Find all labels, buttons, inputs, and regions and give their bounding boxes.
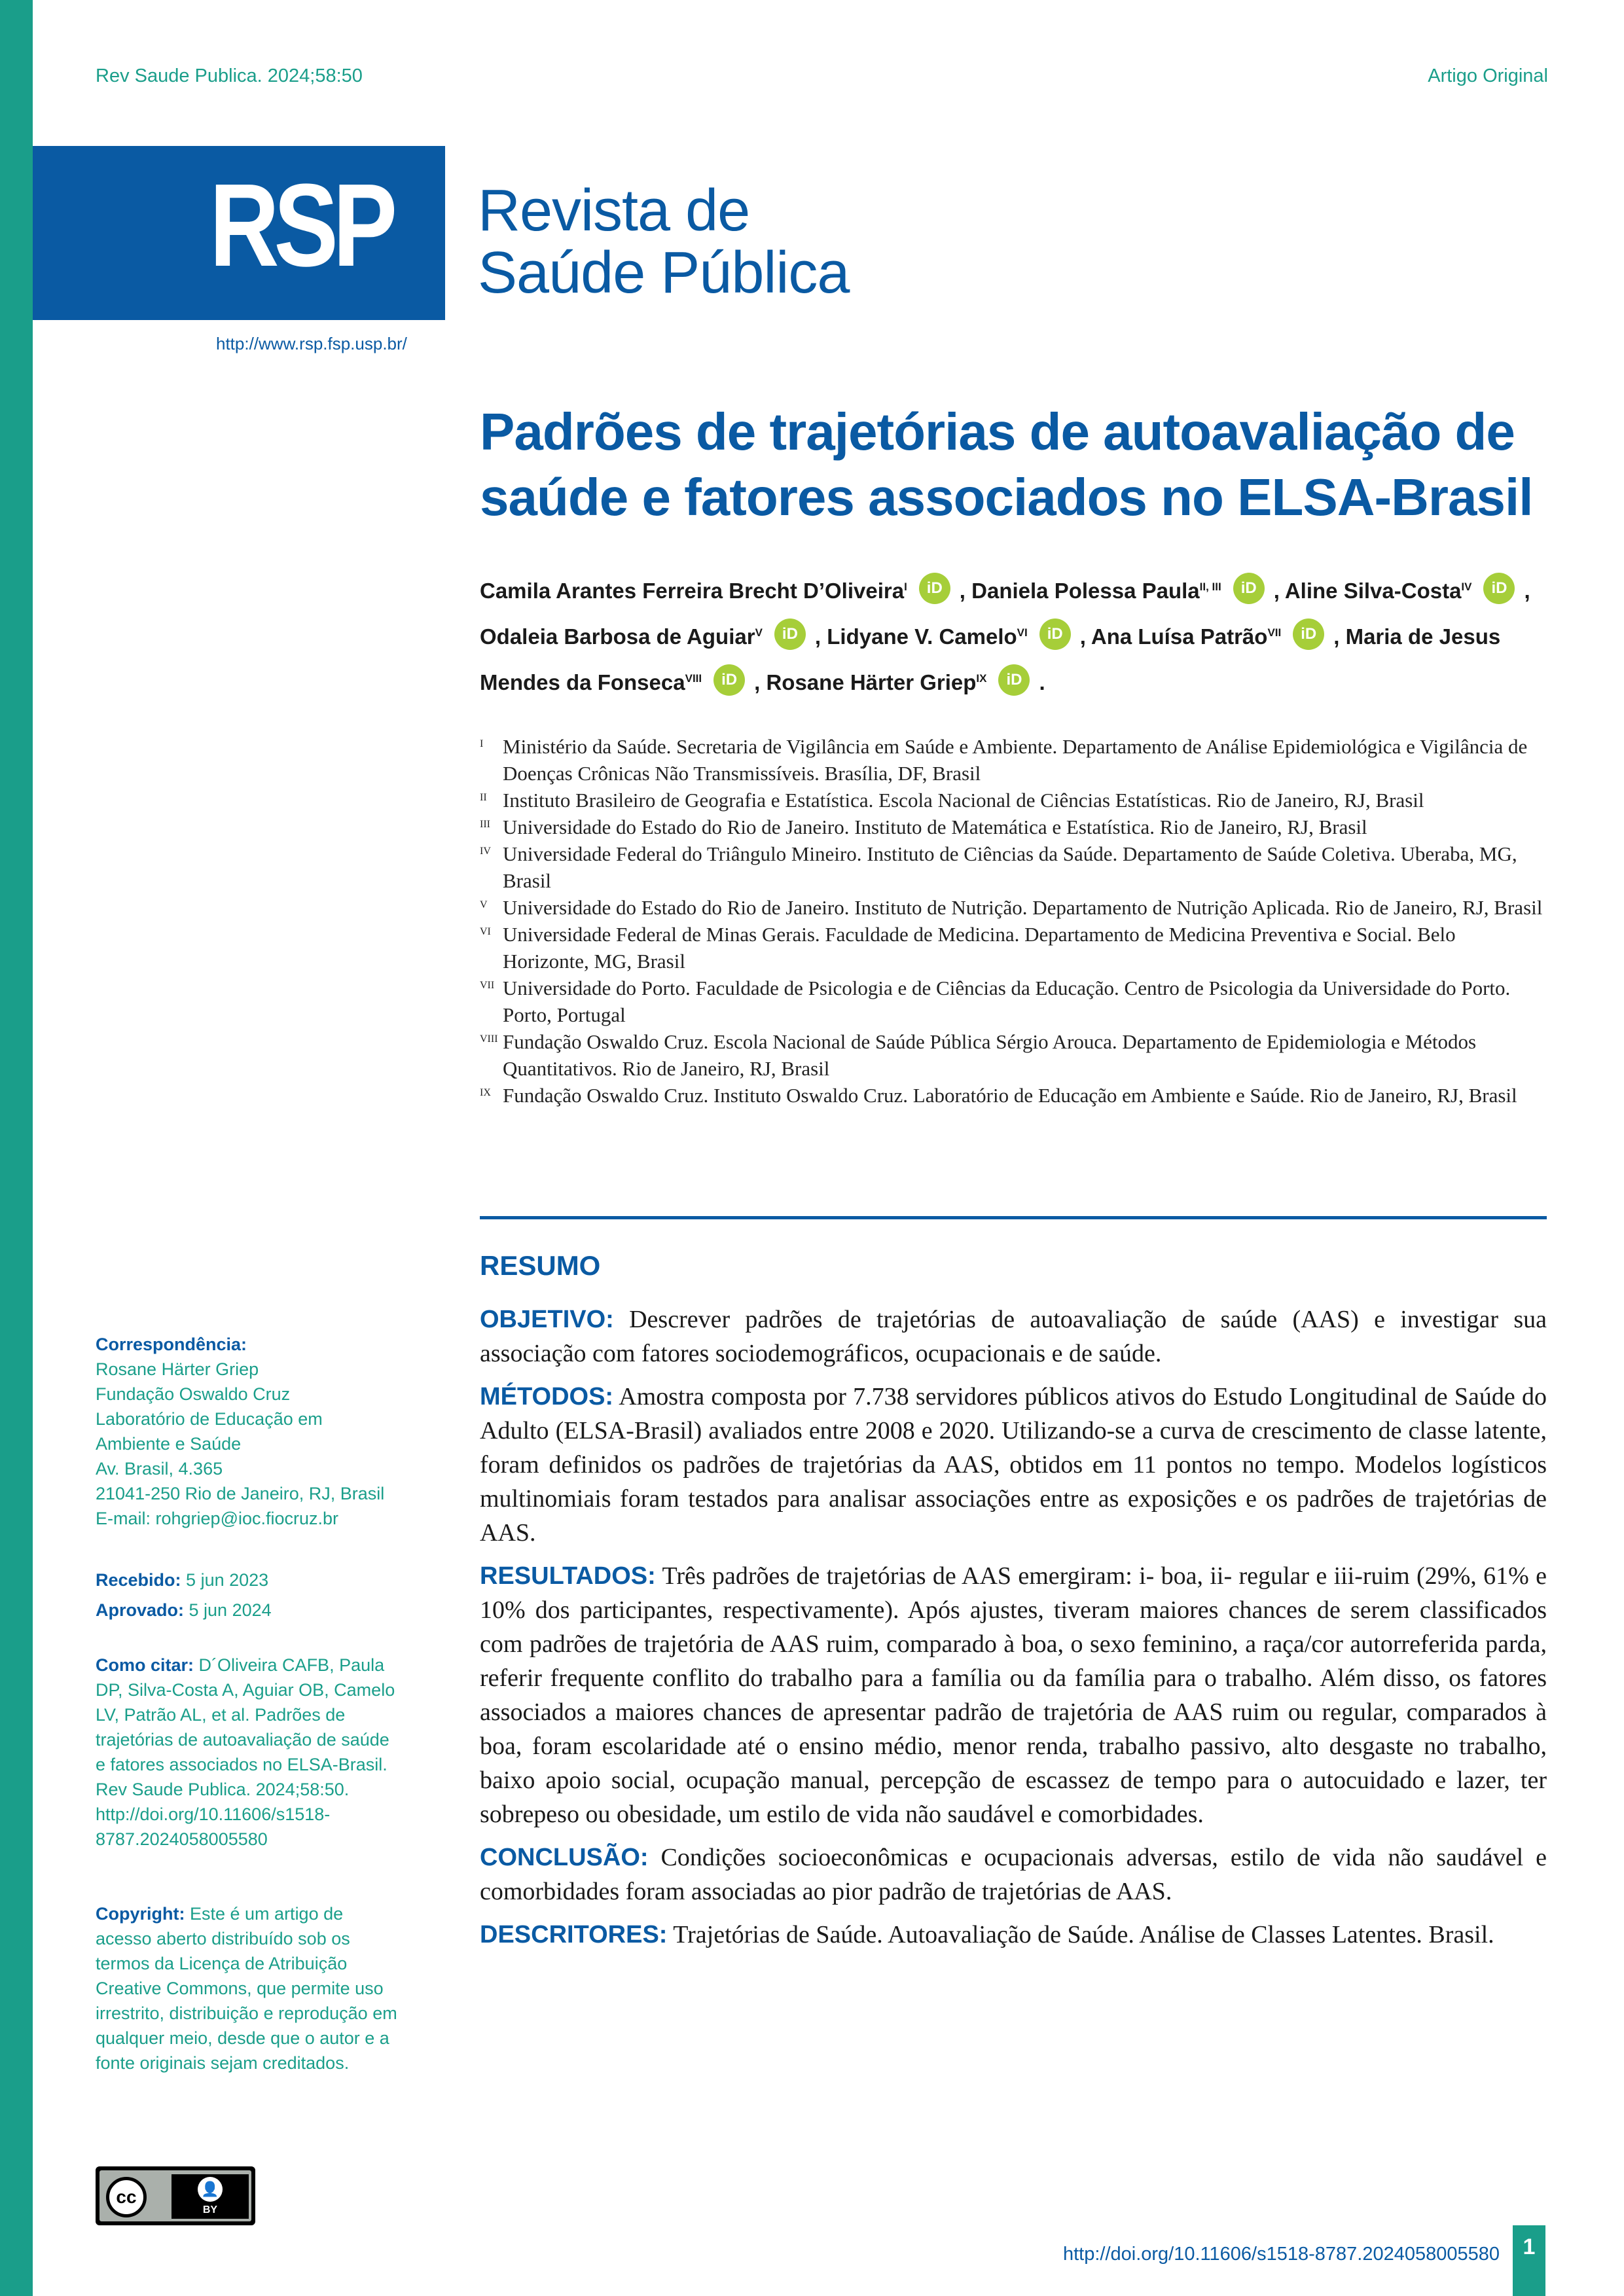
orcid-icon[interactable]: iD [1039, 619, 1071, 650]
journal-name-line2: Saúde Pública [478, 240, 850, 306]
orcid-icon[interactable]: iD [1293, 619, 1324, 650]
author-name: Aline Silva-Costa [1284, 579, 1462, 603]
journal-logo-abbr: RSP [209, 160, 392, 291]
affiliation-item: I Ministério da Saúde. Secretaria de Vigilância em Saúde e Ambiente. Departamento de Análise Epidemiológica e Vigilância de Doenças Crônicas Não Transmissíveis. Brasília, DF, Brasil [480, 735, 1528, 785]
article-type: Artigo Original [1428, 65, 1548, 86]
page-number-box [1513, 2225, 1545, 2296]
abstract-section-methods: MÉTODOS: Amostra composta por 7.738 servidores públicos ativos do Estudo Longitudinal de Saúde do Adulto (ELSA-Brasil) avaliados entre 2008 e 2020. Utilizando-se a curva de crescimento de classe latente, foram definidos os padrões de trajetórias da AAS, obtidos em 11 pontos no tempo. Modelos logísticos multinomiais foram testados para analisar associações entre as exposições e os padrões de trajetórias de AAS. [480, 1383, 1547, 1547]
correspondence-email[interactable]: E-mail: rohgriep@ioc.fiocruz.br [96, 1509, 339, 1528]
dates-block: Recebido: 5 jun 2023 Aprovado: 5 jun 2024 [96, 1570, 272, 1620]
attribution-person-icon: 👤 [198, 2177, 223, 2202]
author-affil-ref: IV [1461, 581, 1472, 593]
citation-text: D´Oliveira CAFB, Paula DP, Silva-Costa A, Aguiar OB, Camelo LV, Patrão AL, et al. Padrões de trajetórias de autoavaliação de saúde e fatores associados no ELSA-Brasil. Rev Saude Publica. 2024;58:50. http://doi.org/10.11606/s1518-8787.2024058005580 [96, 1655, 395, 1849]
orcid-icon[interactable]: iD [713, 664, 745, 696]
affiliation-item: V Universidade do Estado do Rio de Janeiro. Instituto de Nutrição. Departamento de Nutrição Aplicada. Rio de Janeiro, RJ, Brasil [480, 896, 1543, 919]
author-name: Lidyane V. Camelo [827, 624, 1017, 649]
abstract-section-results: RESULTADOS: Três padrões de trajetórias de AAS emergiram: i- boa, ii- regular e iii-ruim (29%, 61% e 10% dos participantes, respectivamente). Após ajustes, tiveram maiores chances de serem classificados com padrões de trajetória de AAS ruim, comparado à boa, o sexo feminino, a raça/cor autorreferida parda, referir frequente conflito do trabalho para a família ou da família para o trabalho. Além disso, os fatores associados a maiores chances de apresentar padrão de trajetória de AAS ruim ou regular, comparados à boa, foram escolaridade até o ensino médio, menor renda, trabalho passivo, alto desgaste no trabalho, baixo apoio social, ocupação manual, percepção de escassez de tempo para o autocuidado e lazer, ter sobrepeso ou obesidade, um estilo de vida não saudável e comorbidades. [480, 1562, 1547, 1828]
page-number: 1 [1523, 2234, 1536, 2259]
affiliation-item: III Universidade do Estado do Rio de Janeiro. Instituto de Matemática e Estatística. Rio de Janeiro, RJ, Brasil [480, 816, 1367, 838]
abstract-section-objective: OBJETIVO: Descrever padrões de trajetórias de autoavaliação de saúde (AAS) e investigar sua associação com fatores sociodemográficos, ocupacionais e de saúde. [480, 1306, 1547, 1367]
orcid-icon[interactable]: iD [1233, 573, 1265, 604]
footer-doi-link[interactable]: http://doi.org/10.11606/s1518-8787.2024058005580 [1062, 2244, 1500, 2265]
received-date: 5 jun 2023 [186, 1570, 269, 1590]
abstract-section-descriptors: DESCRITORES: Trajetórias de Saúde. Autoavaliação de Saúde. Análise de Classes Latentes. Brasil. [480, 1921, 1494, 1948]
affiliation-item: IX Fundação Oswaldo Cruz. Instituto Oswaldo Cruz. Laboratório de Educação em Ambiente e Saúde. Rio de Janeiro, RJ, Brasil [480, 1084, 1517, 1107]
author-name: Odaleia Barbosa de Aguiar [480, 624, 755, 649]
affiliation-item: VIII Fundação Oswaldo Cruz. Escola Nacional de Saúde Pública Sérgio Arouca. Departamento de Epidemiologia e Métodos Quantitativos. Rio de Janeiro, RJ, Brasil [480, 1030, 1477, 1080]
copyright-block: Copyright: Este é um artigo de acesso aberto distribuído sob os termos da Licença de Atribuição Creative Commons, que permite uso irrestrito, distribuição e reprodução em qualquer meio, desde que o autor e a fonte originais sejam creditados. [96, 1904, 397, 2073]
author-affil-ref: V [755, 626, 763, 639]
creative-commons-icon: cc [106, 2177, 147, 2217]
correspondence-label: Correspondência: [96, 1335, 247, 1354]
affiliation-item: II Instituto Brasileiro de Geografia e Estatística. Escola Nacional de Ciências Estatísticas. Rio de Janeiro, RJ, Brasil [480, 789, 1424, 812]
journal-name [478, 180, 849, 304]
section-divider [480, 1216, 1547, 1219]
left-accent-bar [0, 0, 33, 2296]
author-name: Rosane Härter Griep [766, 670, 977, 694]
correspondence-block: Correspondência: Rosane Härter Griep Fundação Oswaldo Cruz Laboratório de Educação em Ambiente e Saúde Av. Brasil, 4.365 21041-250 Rio de Janeiro, RJ, Brasil E-mail: rohgriep@ioc.fiocruz.br [96, 1332, 403, 1531]
article-title: Padrões de trajetórias de autoavaliação de saúde e fatores associados no ELSA-Brasil [480, 403, 1533, 526]
author-affil-ref: VIII [685, 672, 702, 685]
author-list: Camila Arantes Ferreira Brecht D’Oliveira$^I$ iD , Daniela Polessa Paula$^{II, III}$ iD , Aline Silva-Costa$^{IV}$ iD , Odaleia Barbosa de Aguiar$^V$ iD , Lidyane V. Camelo$^{VI}$ iD , Ana Luísa Patrão$^{VII}$ iD , Maria de Jesus Mendes da Fonseca$^{VIII}$ iD , Rosane Härter Griep$^{IX}$ iD . [480, 566, 1553, 704]
author-name: Camila Arantes Ferreira Brecht D’Oliveira [480, 579, 905, 603]
citation-block: Como citar: D´Oliveira CAFB, Paula DP, Silva-Costa A, Aguiar OB, Camelo LV, Patrão AL, et al. Padrões de trajetórias de autoavaliação de saúde e fatores associados no ELSA-Brasil. Rev Saude Publica. 2024;58:50. http://doi.org/10.11606/s1518-8787.2024058005580 [96, 1655, 395, 1849]
abstract-heading: RESUMO [480, 1250, 601, 1281]
orcid-icon[interactable]: iD [774, 619, 806, 650]
abstract-body [480, 1302, 1547, 1961]
affiliation-item: VI Universidade Federal de Minas Gerais. Faculdade de Medicina. Departamento de Medicina Preventiva e Social. Belo Horizonte, MG, Brasil [480, 923, 1456, 973]
author-name: Daniela Polessa Paula [971, 579, 1200, 603]
orcid-icon[interactable]: iD [998, 664, 1030, 696]
cc-by-license-badge[interactable] [96, 2166, 255, 2225]
affiliation-item: IV Universidade Federal do Triângulo Mineiro. Instituto de Ciências da Saúde. Departamento de Saúde Coletiva. Uberaba, MG, Brasil [480, 842, 1517, 892]
journal-reference: Rev Saude Publica. 2024;58:50 [96, 65, 363, 86]
license-by-label: BY [202, 2204, 218, 2215]
author-affil-ref: II, III [1199, 581, 1221, 593]
author-affil-ref: VI [1017, 626, 1028, 639]
author-affil-ref: VII [1267, 626, 1282, 639]
copyright-text: Este é um artigo de acesso aberto distribuído sob os termos da Licença de Atribuição Creative Commons, que permite uso irrestrito, distribuição e reprodução em qualquer meio, desde que o autor e a fonte originais sejam creditados. [96, 1904, 397, 2073]
abstract-section-conclusion: CONCLUSÃO: Condições socioeconômicas e ocupacionais adversas, estilo de vida não saudável e comorbidades foram associadas ao pior padrão de trajetórias de AAS. [480, 1844, 1547, 1905]
author-name: Ana Luísa Patrão [1091, 624, 1268, 649]
orcid-icon[interactable]: iD [1483, 573, 1515, 604]
affiliation-item: VII Universidade do Porto. Faculdade de Psicologia e de Ciências da Educação. Centro de Psicologia da Universidade do Porto. Porto, Portugal [480, 977, 1511, 1026]
author-affil-ref: I [904, 581, 907, 593]
journal-name-line1: Revista de [478, 178, 750, 243]
approved-date: 5 jun 2024 [189, 1600, 272, 1620]
journal-url-link[interactable]: http://www.rsp.fsp.usp.br/ [216, 334, 407, 353]
orcid-icon[interactable]: iD [919, 573, 950, 604]
affiliation-list [480, 733, 1547, 1109]
author-name: Maria de Jesus Mendes da Fonseca [480, 624, 1501, 694]
author-affil-ref: IX [976, 672, 987, 685]
